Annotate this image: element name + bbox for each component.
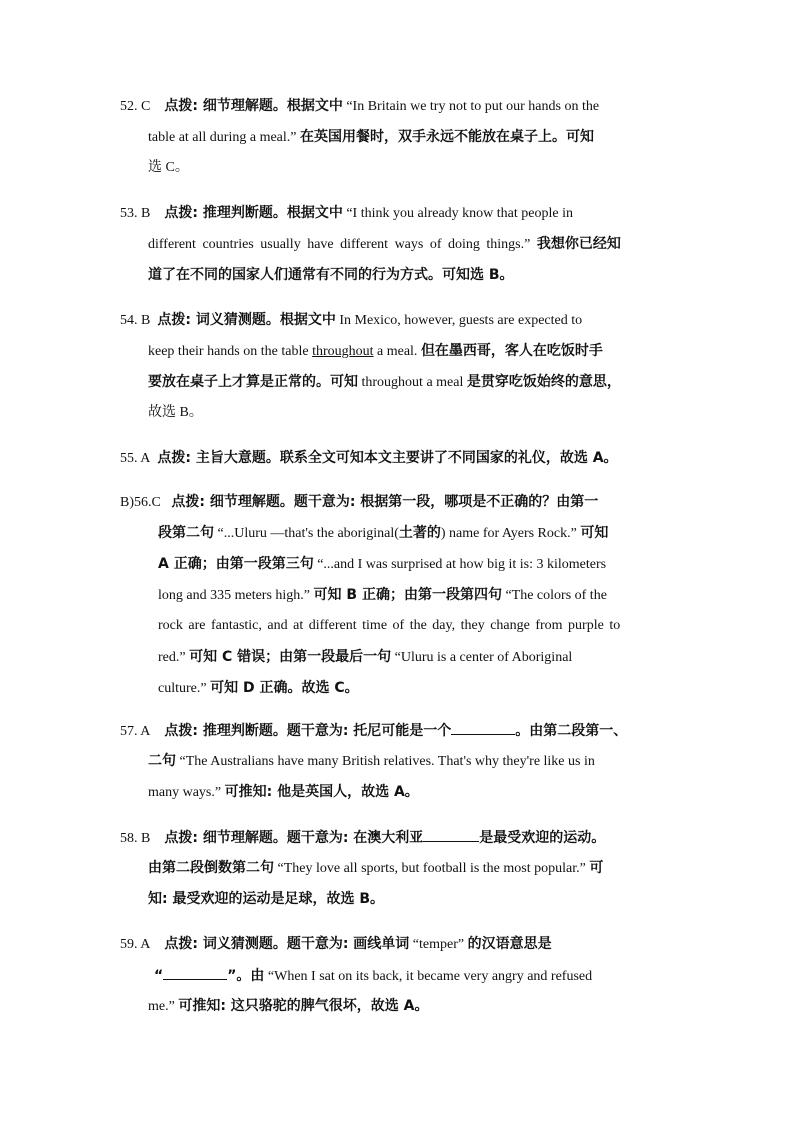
answer-line [148, 234, 621, 254]
answer-line [120, 720, 627, 740]
answer-line [148, 372, 621, 392]
answer-number: 59. A [120, 937, 151, 952]
answer-number: 55. A [120, 451, 151, 466]
answer-line [148, 265, 514, 285]
quoted-text: “...Uluru —that's the aboriginal( [217, 526, 399, 541]
answer-line [154, 965, 592, 985]
explanation-text: 可知 C 错误；由第一段最后一句 [189, 649, 392, 665]
quoted-text: table at all during a meal.” [148, 130, 297, 145]
explanation-text: ”。由 [227, 968, 265, 984]
explanation-text: 可推知: 他是英国人，故选 A。 [224, 784, 419, 800]
answer-line [120, 96, 599, 116]
quoted-text: “The colors of the [505, 588, 607, 603]
explanation-text: 二句 [148, 753, 176, 769]
explanation-text: 在英国用餐时，双手永远不能放在桌子上。可知 [300, 129, 594, 145]
explanation-text: 是最受欢迎的运动。 [479, 830, 606, 846]
explanation-text: 点拨: 主旨大意题。联系全文可知本文主要讲了不同国家的礼仪，故选 A。 [157, 450, 618, 466]
answer-number: B)56.C [120, 495, 161, 510]
answer-line [120, 492, 598, 512]
quoted-text: red.” [158, 650, 186, 665]
explanation-text: 点拨: 细节理解题。根据文中 [164, 98, 343, 114]
answer-line [158, 585, 607, 605]
underlined-phrase: throughout [312, 344, 374, 359]
answer-line [158, 616, 620, 636]
quoted-text: rock are fantastic, and at different time of the day, they change from purple to [158, 618, 621, 633]
quoted-text: “Uluru is a center of Aboriginal [394, 650, 573, 665]
explanation-text: 我想你已经知 [536, 236, 621, 252]
answer-number: 58. B [120, 831, 151, 846]
answer-line [120, 203, 573, 223]
answer-blank [163, 965, 227, 980]
quoted-text: “When I sat on its back, it became very angry and refused [267, 969, 593, 984]
explanation-text: 道了在不同的国家人们通常有不同的行为方式。可知选 B。 [148, 267, 514, 283]
explanation-text: 点拨: 词义猜测题。根据文中 [157, 312, 336, 328]
quoted-text: culture.” [158, 681, 207, 696]
answer-line [158, 523, 608, 543]
answer-line [148, 403, 203, 423]
answer-line [148, 782, 419, 802]
explanation-text: A 正确；由第一段第三句 [158, 556, 314, 572]
explanation-text: 是贯穿吃饭始终的意思， [466, 374, 621, 390]
explanation-text: 可知 D 正确。故选 C。 [210, 680, 359, 696]
answer-line [158, 678, 359, 698]
quoted-text: keep their hands on the table [148, 344, 309, 359]
answer-line [120, 310, 582, 330]
answer-line [120, 448, 618, 468]
quoted-text: many ways.” [148, 785, 222, 800]
answer-blank [423, 827, 479, 842]
explanation-text: 选 C。 [148, 160, 189, 175]
quoted-text: In Mexico, however, guests are expected to [339, 313, 583, 328]
explanation-text: 可 [589, 860, 604, 876]
answer-line [148, 996, 429, 1016]
answer-number: 54. B [120, 313, 151, 328]
answer-line [148, 341, 603, 361]
quoted-text: “The Australians have many British relatives. That's why they're like us in [179, 754, 595, 769]
explanation-text: “ [154, 968, 164, 984]
quoted-text: “In Britain we try not to put our hands on the [346, 99, 600, 114]
quoted-text: long and 335 meters high.” [158, 588, 311, 603]
explanation-text: 点拨: 词义猜测题。题干意为: 画线单词 [164, 936, 410, 952]
quoted-text: “temper” [412, 937, 465, 952]
answer-line [148, 751, 595, 771]
explanation-text: 点拨: 推理判断题。题干意为: 托尼可能是一个 [164, 723, 452, 739]
quoted-text: ) name for Ayers Rock.” [440, 526, 577, 541]
answer-line [148, 158, 189, 178]
explanation-text: 故选 B。 [148, 405, 203, 420]
explanation-text: 可知 B 正确；由第一段第四句 [313, 587, 502, 603]
explanation-text: 。由第二段第一、 [515, 723, 628, 739]
answer-line [120, 934, 552, 954]
explanation-text: 段第二句 [158, 525, 214, 541]
answer-line [148, 858, 603, 878]
quoted-text: “They love all sports, but football is the most popular.” [277, 861, 586, 876]
explanation-text: 点拨: 细节理解题。题干意为: 在澳大利亚 [164, 830, 424, 846]
quoted-text: “I think you already know that people in [346, 206, 573, 221]
explanation-text: 点拨: 细节理解题。题干意为: 根据第一段，哪项是不正确的？由第一 [171, 494, 599, 510]
explanation-text: 由第二段倒数第二句 [148, 860, 274, 876]
answer-number: 52. C [120, 99, 151, 114]
quoted-text: throughout a meal [361, 375, 464, 390]
answer-line [158, 554, 606, 574]
answer-blank [451, 720, 515, 735]
explanation-text: 但在墨西哥，客人在吃饭时手 [420, 343, 603, 359]
explanation-text: 可推知: 这只骆驼的脾气很坏，故选 A。 [178, 998, 429, 1014]
explanation-text: 土著的 [398, 525, 441, 541]
answer-line [148, 127, 594, 147]
quoted-text: different countries usually have different ways of doing things.” [148, 237, 531, 252]
quoted-text: “...and I was surprised at how big it is: 3 kilometers [317, 557, 607, 572]
answer-number: 57. A [120, 724, 151, 739]
explanation-text: 点拨: 推理判断题。根据文中 [164, 205, 343, 221]
answer-line [120, 827, 605, 847]
explanation-text: 知: 最受欢迎的运动是足球，故选 B。 [148, 891, 385, 907]
quoted-text: me.” [148, 999, 175, 1014]
explanation-text: 可知 [580, 525, 609, 541]
answer-line [158, 647, 572, 667]
answer-number: 53. B [120, 206, 151, 221]
explanation-text: 的汉语意思是 [467, 936, 552, 952]
answer-line [148, 889, 384, 909]
quoted-text: a meal. [377, 344, 418, 359]
explanation-text: 要放在桌子上才算是正常的。可知 [148, 374, 358, 390]
